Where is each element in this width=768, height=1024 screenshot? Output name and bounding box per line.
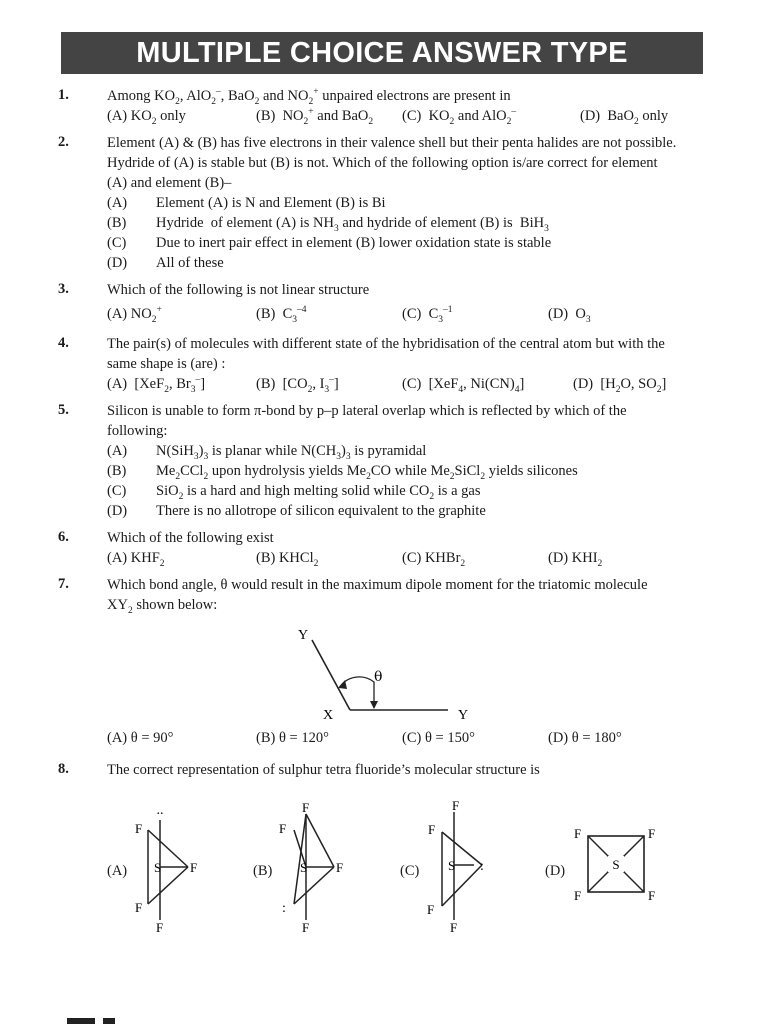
question-stem-line: Element (A) & (B) has five electrons in their valence shell but their penta halides are not possible. [107, 135, 677, 151]
atom-f: F [279, 821, 287, 836]
option-a[interactable]: (A) $NO_2^+$ [107, 305, 162, 325]
option-d[interactable]: (D) θ = 180° [548, 730, 622, 746]
option-a[interactable]: (A) $KHF_2$ [107, 550, 165, 569]
option-label: (A) [107, 443, 128, 459]
option-d[interactable]: (D) [$H_2O$, $SO_2$] [573, 376, 667, 395]
atom-f: F [648, 826, 656, 841]
question-number: 1. [58, 87, 69, 103]
option-b[interactable]: (B) KHCl$_2$ [256, 550, 319, 569]
atom-f: F [135, 900, 143, 915]
option-b[interactable]: (B) θ = 120° [256, 730, 329, 746]
option-a[interactable]: (A) $N(SiH_3)_3$ is planar while $N(CH_3)_3$ is pyramidal [107, 443, 427, 462]
option-c[interactable]: (C) [400, 863, 420, 879]
atom-label-x: X [323, 708, 334, 722]
question-number: 8. [58, 761, 69, 777]
option-c[interactable]: (C) θ = 150° [402, 730, 475, 746]
option-label: (B) [107, 463, 127, 479]
question-stem: Which of the following exist [107, 530, 274, 546]
option-label: (D) [107, 503, 128, 519]
question-stem-line: (A) and element (B)– [107, 175, 232, 191]
option-b[interactable]: (B) [$CO_2$, $I_3^-$] [256, 375, 339, 395]
question-stem-line: same shape is (are) : [107, 356, 226, 372]
option-d[interactable] [107, 254, 224, 272]
atom-f: F [452, 798, 460, 813]
footer-mark [67, 1018, 95, 1024]
angle-label: θ [374, 669, 383, 685]
option-d[interactable]: (D) BaO$_2$ only [580, 108, 669, 127]
atom-f: F [302, 920, 310, 935]
footer-mark [103, 1018, 115, 1024]
atom-f: F [648, 888, 656, 903]
atom-f: F [135, 821, 143, 836]
atom-f: F [302, 800, 310, 815]
atom-label-y1: Y [298, 628, 309, 643]
page-title: MULTIPLE CHOICE ANSWER TYPE [61, 32, 703, 74]
option-c[interactable]: (C) KHBr$_2$ [402, 550, 466, 569]
option-c[interactable]: (C) $KO_2$ and AlO$_2$– [402, 107, 517, 127]
question-number: 4. [58, 335, 69, 351]
option-label: (C) [107, 483, 127, 499]
question-number: 2. [58, 134, 69, 150]
question-stem: Among $KO_2$, AlO$_2$–, BaO$_2$ and $NO_2^+$ unpaired electrons are present in [107, 87, 511, 107]
question-stem-line: Silicon is unable to form π-bond by p–p lateral overlap which is reflected by which of the [107, 403, 627, 419]
atom-label-y2: Y [458, 708, 469, 722]
option-a[interactable]: (A) [XeF$_2$, $Br_3^-$] [107, 375, 206, 395]
question-stem-line: following: [107, 423, 168, 439]
option-b[interactable]: (B) $Me_2CCl_2$ upon hydrolysis yields $Me_2CO$ while $Me_2SiCl_2$ yields silicones [107, 463, 578, 482]
atom-f: F [574, 826, 582, 841]
question-stem-line: Which bond angle, θ would result in the maximum dipole moment for the triatomic molecule [107, 577, 648, 593]
atom-s: S [448, 858, 456, 873]
option-text: There is no allotrope of silicon equivalent to the graphite [156, 503, 486, 519]
option-label: (C) [107, 235, 127, 251]
option-b[interactable]: (B) Hydride of element (A) is $NH_3$ and hydride of element (B) is BiH$_3$ [107, 215, 549, 234]
question-number: 7. [58, 576, 69, 592]
option-a[interactable]: (A) Element (A) is N and Element (B) is Bi [107, 195, 386, 211]
option-b[interactable]: (B) $C_3^{-4}$ [256, 305, 307, 325]
lone-pair: : [282, 901, 286, 916]
bent-molecule-diagram [290, 622, 480, 722]
option-c[interactable]: (C) $C_3^{-1}$ [402, 305, 453, 325]
sf4-structure-d [568, 822, 668, 908]
option-text: All of these [156, 255, 224, 271]
option-label: (A) [107, 195, 128, 211]
option-a[interactable]: (A) [107, 863, 128, 879]
option-d[interactable] [107, 502, 486, 520]
bond-line [312, 640, 350, 710]
question-stem: The correct representation of sulphur tetra fluoride’s molecular structure is [107, 762, 540, 778]
option-c[interactable]: (C) [XeF$_4$, $Ni(CN)_4$] [402, 376, 525, 395]
question-stem-line: The pair(s) of molecules with different state of the hybridisation of the central atom but with the [107, 336, 665, 352]
option-c[interactable]: (C) SiO$_2$ is a hard and high melting solid while $CO_2$ is a gas [107, 483, 481, 502]
atom-f: F [574, 888, 582, 903]
option-text: Due to inert pair effect in element (B) lower oxidation state is stable [156, 235, 552, 251]
atom-f: F [428, 822, 436, 837]
option-a[interactable]: (A) θ = 90° [107, 730, 174, 746]
question-stem: Which of the following is not linear structure [107, 282, 370, 298]
question-stem-line: Hydride of (A) is stable but (B) is not. Which of the following option is/are correct for element [107, 155, 658, 171]
option-b[interactable]: (B) [253, 863, 273, 879]
sf4-structure-c [424, 798, 504, 938]
atom-f: F [336, 860, 344, 875]
option-a[interactable]: (A) $KO_2$ only [107, 108, 186, 127]
atom-f: F [156, 920, 164, 935]
option-d[interactable]: (D) $O_3$ [548, 306, 591, 325]
atom-f: F [450, 920, 458, 935]
option-b[interactable]: (B) $NO_2^+$ and BaO$_2$ [256, 107, 374, 127]
option-label: (D) [107, 255, 128, 271]
option-c[interactable] [107, 234, 551, 252]
question-number: 3. [58, 281, 69, 297]
sf4-structure-b [276, 800, 356, 940]
atom-s: S [300, 860, 308, 875]
sf4-structure-a [130, 800, 210, 940]
atom-s: S [612, 857, 620, 872]
option-label: (B) [107, 215, 127, 231]
atom-s: S [154, 860, 162, 875]
question-number: 5. [58, 402, 69, 418]
arrow-head [370, 701, 378, 709]
option-d[interactable]: (D) [545, 863, 566, 879]
atom-f: F [190, 860, 198, 875]
question-number: 6. [58, 529, 69, 545]
option-d[interactable]: (D) $KHI_2$ [548, 550, 603, 569]
atom-f: F [427, 902, 435, 917]
lone-pair: .. [156, 803, 164, 818]
lone-pair: : [480, 859, 484, 874]
question-stem-line: $XY_2$ shown below: [107, 597, 218, 616]
